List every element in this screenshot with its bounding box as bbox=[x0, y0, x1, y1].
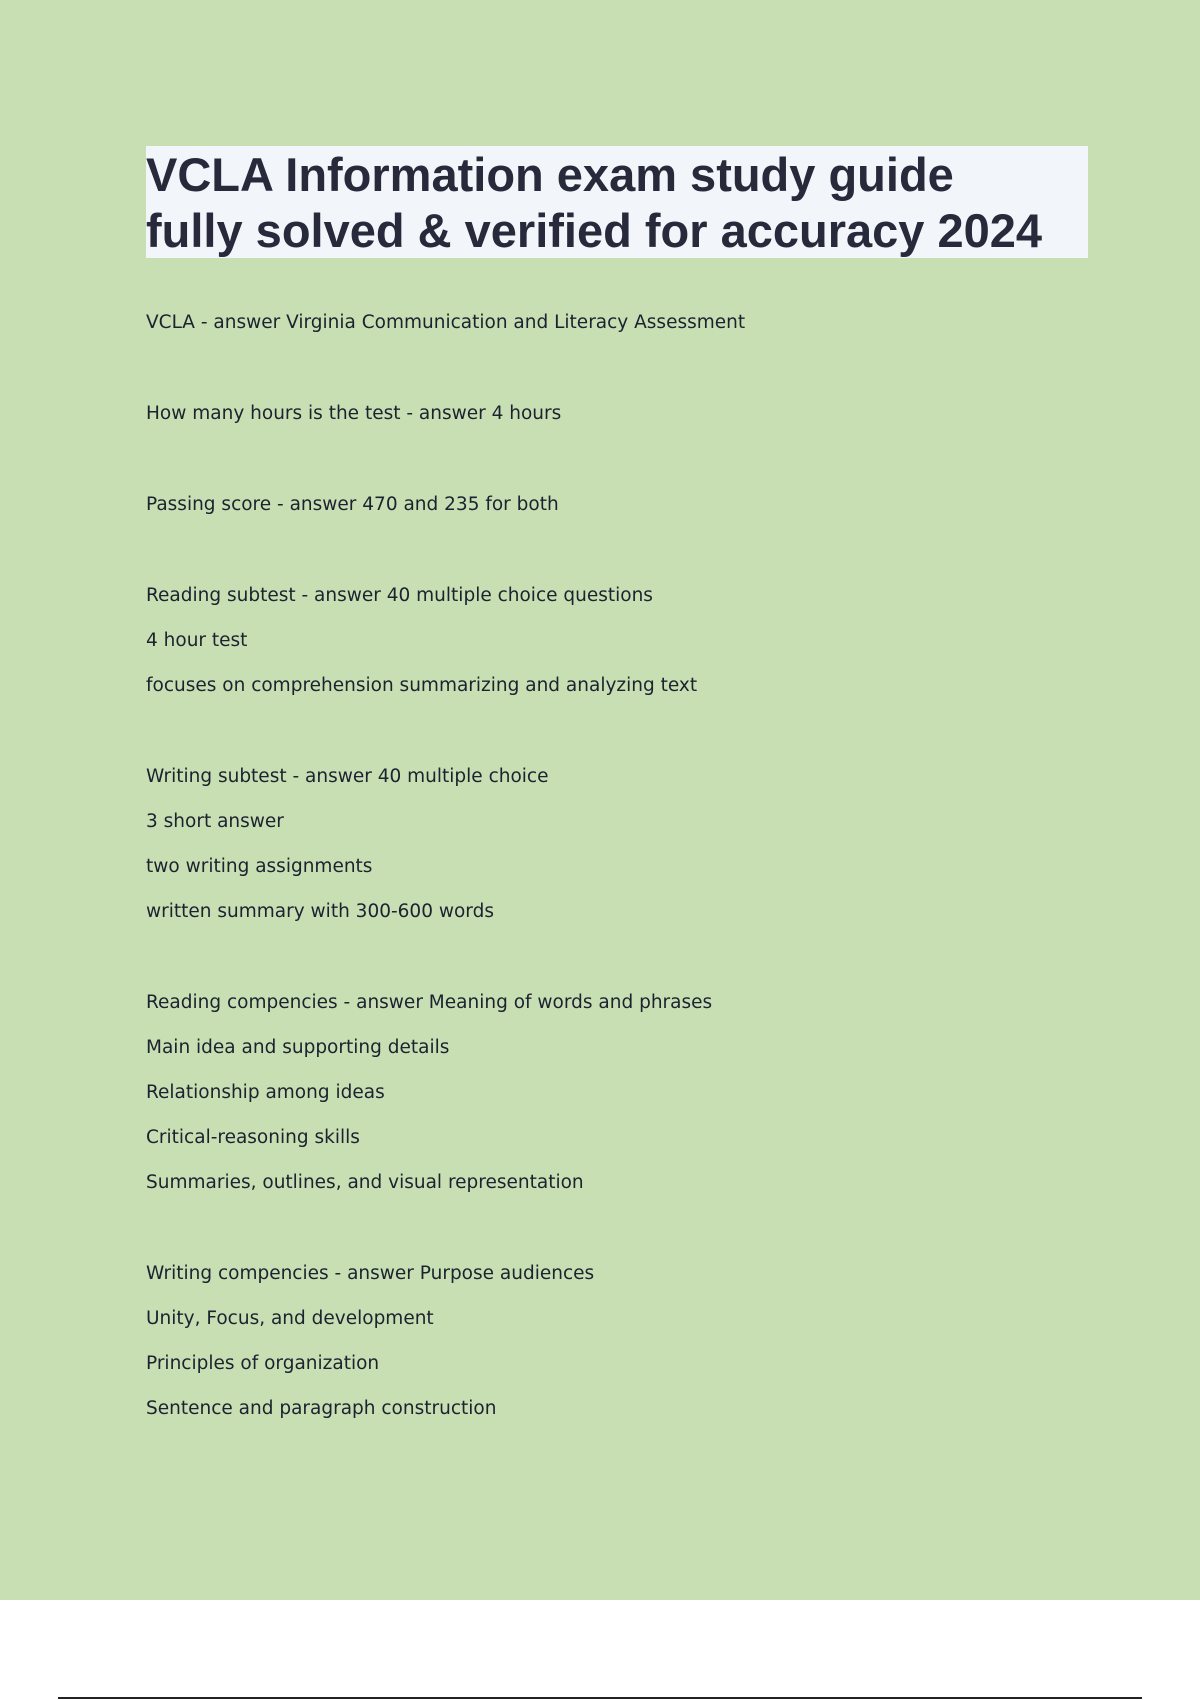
qa-block bbox=[146, 573, 1046, 708]
qa-line: Critical-reasoning skills bbox=[146, 1127, 360, 1148]
qa-block bbox=[146, 391, 1046, 436]
qa-line: focuses on comprehension summarizing and analyzing text bbox=[146, 675, 698, 696]
qa-block bbox=[146, 754, 1046, 934]
qa-line: Unity, Focus, and development bbox=[146, 1308, 434, 1329]
qa-block bbox=[146, 482, 1046, 527]
qa-line: Passing score - answer 470 and 235 for both bbox=[146, 494, 559, 515]
qa-line: two writing assignments bbox=[146, 856, 373, 877]
qa-line: Summaries, outlines, and visual representation bbox=[146, 1172, 584, 1193]
qa-block bbox=[146, 1251, 1046, 1431]
qa-line: Writing subtest - answer 40 multiple choice bbox=[146, 766, 549, 787]
qa-line: Principles of organization bbox=[146, 1353, 380, 1374]
qa-line: Sentence and paragraph construction bbox=[146, 1398, 497, 1419]
footer-divider bbox=[58, 1697, 1142, 1699]
document-title-line-1: VCLA Information exam study guide bbox=[146, 148, 954, 201]
qa-line: written summary with 300-600 words bbox=[146, 901, 494, 922]
document-title-line-2: fully solved & verified for accuracy 2024 bbox=[146, 204, 1043, 257]
qa-line: 3 short answer bbox=[146, 811, 284, 832]
document-body bbox=[146, 300, 1046, 1431]
qa-block bbox=[146, 300, 1046, 345]
qa-line: Reading compencies - answer Meaning of words and phrases bbox=[146, 992, 713, 1013]
qa-block bbox=[146, 980, 1046, 1205]
qa-line: Main idea and supporting details bbox=[146, 1037, 450, 1058]
qa-line: 4 hour test bbox=[146, 630, 248, 651]
qa-line: Writing compencies - answer Purpose audiences bbox=[146, 1263, 595, 1284]
qa-line: Reading subtest - answer 40 multiple choice questions bbox=[146, 585, 653, 606]
qa-line: How many hours is the test - answer 4 hours bbox=[146, 403, 562, 424]
qa-line: Relationship among ideas bbox=[146, 1082, 385, 1103]
qa-line: VCLA - answer Virginia Communication and Literacy Assessment bbox=[146, 312, 746, 333]
